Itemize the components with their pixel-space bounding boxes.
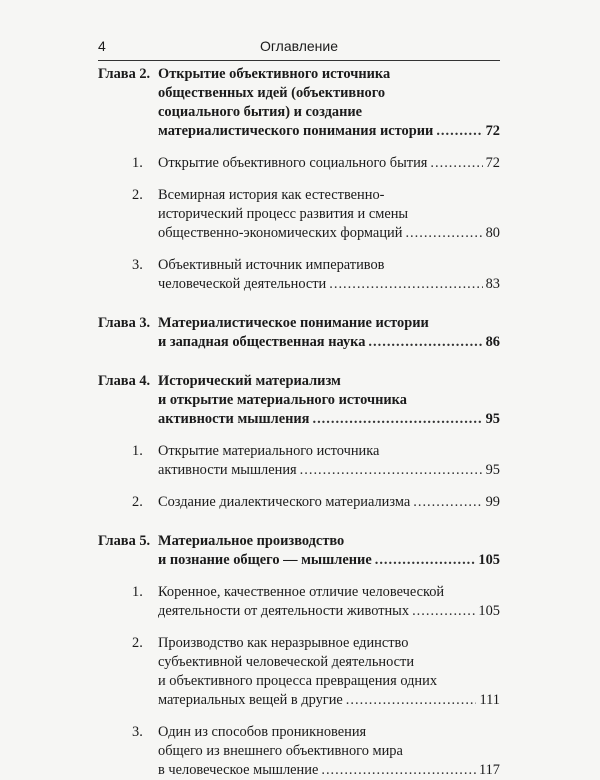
page-number: 4 <box>98 38 106 54</box>
section-title-line: материальных вещей в другие <box>158 692 343 708</box>
toc-chapter[interactable] <box>98 314 500 352</box>
chapter-title-line: Открытие объективного источника <box>158 66 391 82</box>
chapter-label: Глава 3. <box>98 315 151 331</box>
toc-section[interactable] <box>98 256 500 294</box>
toc-chapter[interactable] <box>98 372 500 429</box>
page-ref: 95 <box>485 462 500 478</box>
leader-dots <box>346 691 477 710</box>
section-title-line: Производство как неразрывное единство <box>158 635 409 651</box>
section-title-line: Всемирная история как естественно- <box>158 187 385 203</box>
toc-section[interactable] <box>98 442 500 480</box>
section-title-line: исторический процесс развития и смены <box>158 206 409 222</box>
leader-dots <box>321 761 476 780</box>
chapter-title-line: Материалистическое понимание истории <box>158 315 429 331</box>
leader-dots <box>375 551 476 570</box>
section-title-line: деятельности от деятельности животных <box>158 603 410 619</box>
section-title-line: Открытие объективного социального бытия <box>158 155 428 171</box>
page-ref: 105 <box>478 603 500 619</box>
leader-dots <box>436 122 482 141</box>
toc-chapter[interactable] <box>98 532 500 570</box>
chapter-title-line: Исторический материализм <box>158 373 341 389</box>
leader-dots <box>300 461 483 480</box>
toc-section[interactable] <box>98 634 500 710</box>
leader-dots <box>312 410 482 429</box>
chapter-title-line: общественных идей (объективного <box>158 85 386 101</box>
page-ref: 117 <box>478 762 500 778</box>
section-number: 2. <box>132 187 143 203</box>
chapter-title-line: материалистического понимания истории <box>158 123 434 139</box>
chapter-label: Глава 4. <box>98 373 151 389</box>
section-number: 1. <box>132 584 143 600</box>
page-ref: 105 <box>478 552 500 568</box>
page-ref: 111 <box>479 692 500 708</box>
leader-dots <box>368 333 482 352</box>
toc-section[interactable] <box>98 154 500 173</box>
chapter-label: Глава 2. <box>98 66 151 82</box>
section-title-line: человеческой деятельности <box>158 276 327 292</box>
leader-dots <box>329 275 482 294</box>
section-title-line: общественно-экономических формаций <box>158 225 403 241</box>
section-number: 1. <box>132 155 143 171</box>
chapter-title-line: активности мышления <box>158 411 310 427</box>
page-ref: 72 <box>485 155 500 171</box>
page-ref: 72 <box>485 123 500 139</box>
chapter-title-line: и познание общего — мышление <box>158 552 372 568</box>
section-title-line: активности мышления <box>158 462 297 478</box>
chapter-title-line: социального бытия) и создание <box>158 104 363 120</box>
page-ref: 83 <box>485 276 500 292</box>
section-title-line: Открытие материального источника <box>158 443 380 459</box>
page-ref: 99 <box>485 494 500 510</box>
toc-section[interactable] <box>98 186 500 243</box>
section-title-line: Создание диалектического материализма <box>158 494 411 510</box>
section-number: 2. <box>132 635 143 651</box>
page-ref: 80 <box>485 225 500 241</box>
toc-section[interactable] <box>98 493 500 512</box>
section-title-line: в человеческое мышление <box>158 762 319 778</box>
page-header <box>98 38 500 58</box>
section-title-line: Объективный источник императивов <box>158 257 385 273</box>
leader-dots <box>405 224 482 243</box>
leader-dots <box>413 493 482 512</box>
toc-section[interactable] <box>98 583 500 621</box>
section-title-line: и объективного процесса превращения одних <box>158 673 438 689</box>
toc-section[interactable] <box>98 723 500 780</box>
page-ref: 95 <box>485 411 500 427</box>
section-number: 1. <box>132 443 143 459</box>
running-title: Оглавление <box>259 38 339 54</box>
section-number: 2. <box>132 494 143 510</box>
chapter-title-line: и западная общественная наука <box>158 334 366 350</box>
chapter-label: Глава 5. <box>98 533 151 549</box>
toc-chapter[interactable] <box>98 65 500 141</box>
page-ref: 86 <box>485 334 500 350</box>
leader-dots <box>430 154 482 173</box>
chapter-title-line: Материальное производство <box>158 533 345 549</box>
header-rule <box>98 60 500 61</box>
section-number: 3. <box>132 724 143 740</box>
leader-dots <box>412 602 475 621</box>
section-number: 3. <box>132 257 143 273</box>
section-title-line: Коренное, качественное отличие человеческой <box>158 584 445 600</box>
section-title-line: субъективной человеческой деятельности <box>158 654 415 670</box>
table-of-contents <box>98 65 500 780</box>
section-title-line: общего из внешнего объективного мира <box>158 743 403 759</box>
section-title-line: Один из способов проникновения <box>158 724 367 740</box>
chapter-title-line: и открытие материального источника <box>158 392 407 408</box>
